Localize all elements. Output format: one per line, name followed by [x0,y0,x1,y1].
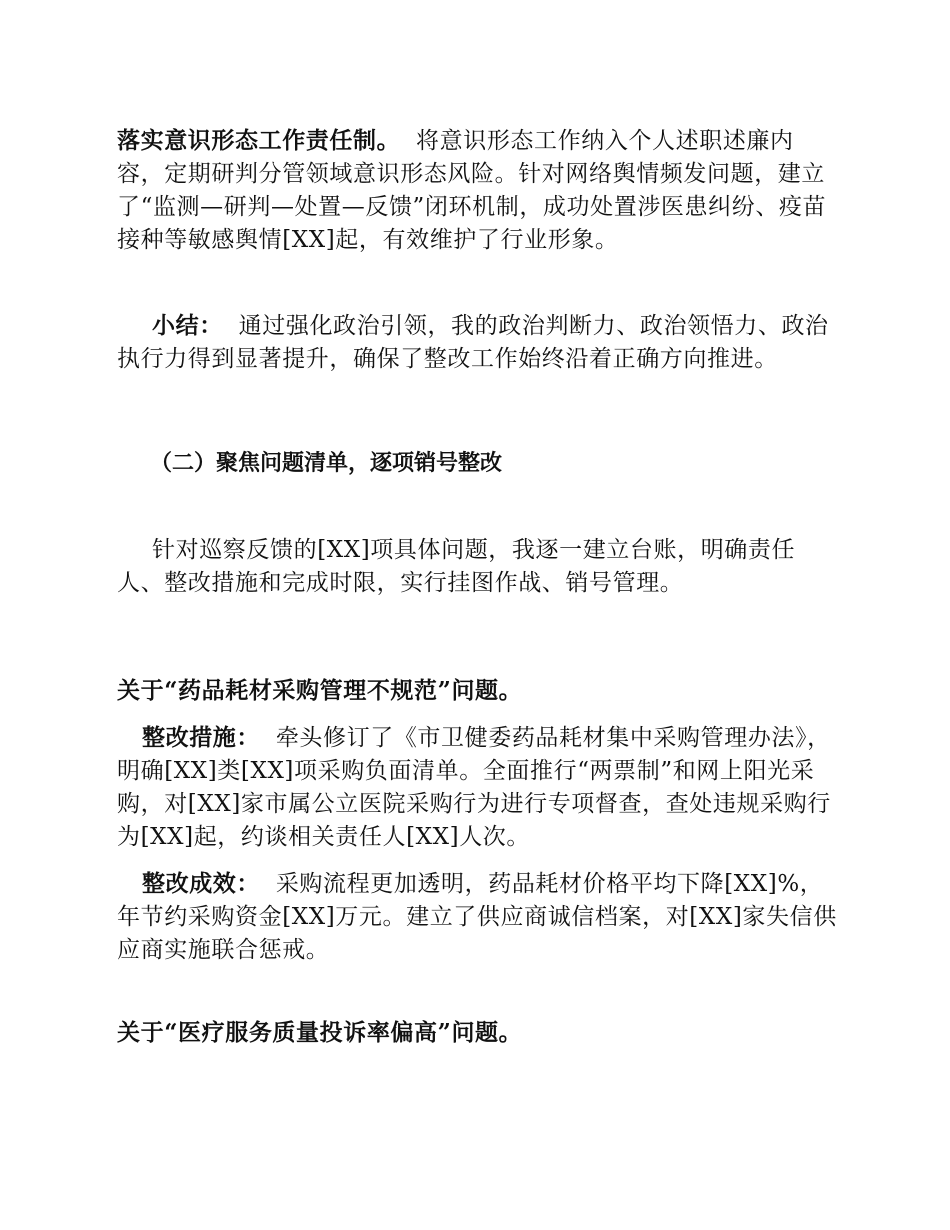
effect-body: 采购流程更加透明，药品耗材价格平均下降[XX]%，年节约采购资金[XX]万元。建立了供应商诚信档案，对[XX]家失信供应商实施联合惩戒。 [117,871,837,963]
measures-body: 牵头修订了《市卫健委药品耗材集中采购管理办法》，明确[XX]类[XX]项采购负面清单。全面推行“两票制”和网上阳光采购，对[XX]家市属公立医院采购行为进行专项督查，查处违规采购行为[XX]起，约谈相关责任人[XX]人次。 [117,725,831,850]
paragraph-measures [117,721,837,854]
paragraph-body: 将意识形态工作纳入个人述职述廉内容，定期研判分管领域意识形态风险。针对网络舆情频发问题，建立了“监测—研判—处置—反馈”闭环机制，成功处置涉医患纠纷、疫苗接种等敏感舆情[XX]起，有效维护了行业形象。 [117,128,827,253]
paragraph-lead: 落实意识形态工作责任制。 [117,127,401,154]
summary-lead: 小结： [152,312,223,339]
section-heading: （二）聚焦问题清单，逐项销号整改 [150,450,503,476]
paragraph-effect [117,867,837,967]
summary-body: 通过强化政治引领，我的政治判断力、政治领悟力、政治执行力得到显著提升，确保了整改工作始终沿着正确方向推进。 [117,313,829,372]
paragraph-intro: 针对巡察反馈的[XX]项具体问题，我逐一建立台账，明确责任人、整改措施和完成时限，实行挂图作战、销号管理。 [117,537,796,596]
paragraph-summary [117,309,837,376]
effect-lead: 整改成效： [142,870,260,897]
paragraph-ideology-responsibility [117,124,837,257]
issue-title-procurement: 关于“药品耗材采购管理不规范”问题。 [117,677,523,704]
issue-title-service-quality: 关于“医疗服务质量投诉率偏高”问题。 [117,1019,523,1046]
measures-lead: 整改措施： [142,724,260,751]
